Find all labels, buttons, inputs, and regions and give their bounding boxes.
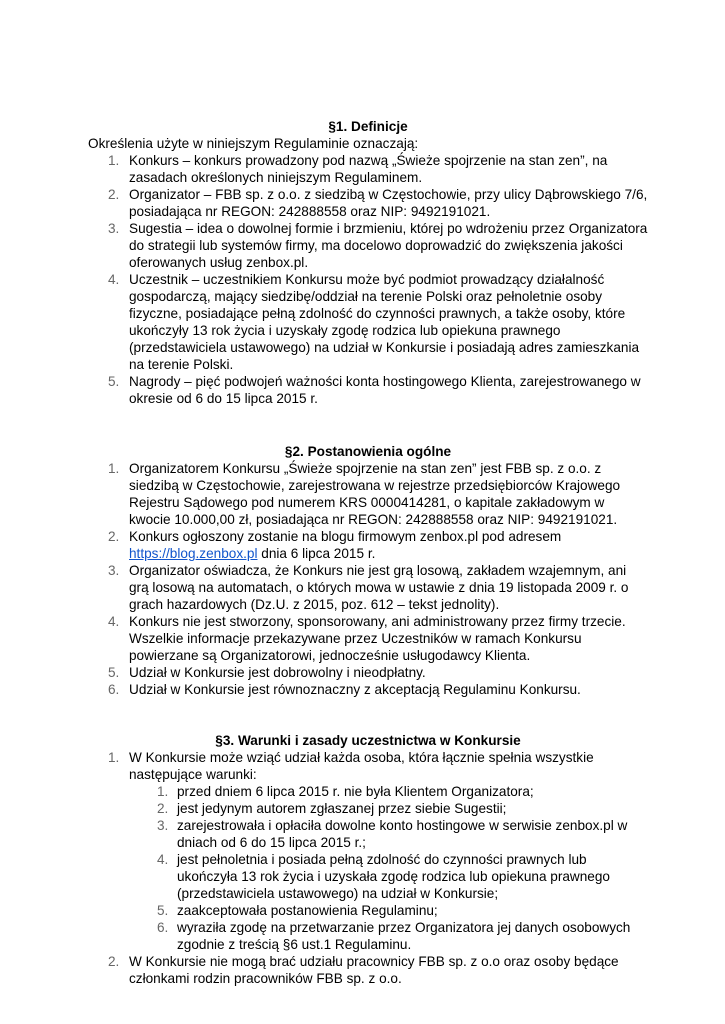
sublist-item <box>153 783 648 800</box>
list-item-text: Udział w Konkursie jest dobrowolny i nieodpłatny. <box>129 665 426 680</box>
list-item-text: Konkurs ogłoszony zostanie na blogu firmowym zenbox.pl pod adresem <box>129 529 562 544</box>
list-item-text: Organizatorem Konkursu „Świeże spojrzenie na stan zen” jest FBB sp. z o.o. z siedzibą w Częstochowie, zarejestrowana w rejestrze przedsiębiorców Krajowego Rejestru Sądowego pod numerem KRS 0000414281, o kapitale zakładowym w kwocie 10.000,00 zł, posiadająca nr REGON: 242888558 oraz NIP: 9492191021. <box>129 461 621 527</box>
list-item <box>88 664 648 681</box>
list-item-text: Konkurs – konkurs prowadzony pod nazwą „Świeże spojrzenie na stan zen”, na zasadach określonych niniejszym Regulaminem. <box>129 153 608 185</box>
list-item <box>88 271 648 373</box>
sublist-number: 1. <box>157 784 169 799</box>
sublist-number: 5. <box>157 903 169 918</box>
list-item-text: Organizator – FBB sp. z o.o. z siedzibą w Częstochowie, przy ulicy Dąbrowskiego 7/6, posiadająca nr REGON: 242888558 oraz NIP: 9492191021. <box>129 187 648 219</box>
list-number: 1. <box>108 750 120 765</box>
sublist-item <box>153 902 648 919</box>
sublist-item-text: zaakceptowała postanowienia Regulaminu; <box>177 903 438 918</box>
list-item-text: W Konkursie nie mogą brać udziału pracownicy FBB sp. z o.o oraz osoby będące członkami rodzin pracowników FBB sp. z o.o. <box>129 954 619 986</box>
list-item <box>88 220 648 271</box>
list-item <box>88 186 648 220</box>
sublist-number: 6. <box>157 920 169 935</box>
list-item <box>88 953 648 987</box>
list-item <box>88 528 648 562</box>
list-number: 5. <box>108 665 120 680</box>
section-1-intro: Określenia użyte w niniejszym Regulaminie oznaczają: <box>88 136 419 151</box>
sublist-item-text: jest pełnoletnia i posiada pełną zdolność do czynności prawnych lub ukończyła 13 rok życia i uzyskała zgodę rodzica lub opiekuna prawnego (przedstawiciela ustawowego) na udział w Konkursie; <box>177 852 610 901</box>
section-2-title: §2. Postanowienia ogólne <box>284 444 452 459</box>
list-number: 4. <box>108 614 120 629</box>
section-2-list <box>88 460 648 698</box>
document-content <box>88 118 648 987</box>
list-number: 1. <box>108 153 120 168</box>
section-3-title: §3. Warunki i zasady uczestnictwa w Konkursie <box>215 733 521 748</box>
list-number: 2. <box>108 187 120 202</box>
list-item <box>88 749 648 953</box>
list-number: 5. <box>108 374 120 389</box>
list-item <box>88 681 648 698</box>
sublist-item <box>153 851 648 902</box>
sublist-item <box>153 919 648 953</box>
list-number: 2. <box>108 954 120 969</box>
sublist-number: 4. <box>157 852 169 867</box>
list-item-text: Nagrody – pięć podwojeń ważności konta hostingowego Klienta, zarejestrowanego w okresie od 6 do 15 lipca 2015 r. <box>129 374 641 406</box>
list-item-text: Konkurs nie jest stworzony, sponsorowany, ani administrowany przez firmy trzecie. Wszelkie informacje przekazywane przez Uczestników w ramach Konkursu powierzane są Organizatorowi, jednocześnie usługodawcy Klienta. <box>129 614 626 663</box>
list-item <box>88 460 648 528</box>
list-number: 1. <box>108 461 120 476</box>
list-number: 3. <box>108 563 120 578</box>
blog-link[interactable]: https://blog.zenbox.pl <box>129 546 258 561</box>
sublist-item <box>153 817 648 851</box>
list-item-text: W Konkursie może wziąć udział każda osoba, która łącznie spełnia wszystkie następujące warunki: <box>129 750 594 782</box>
list-item-text: Organizator oświadcza, że Konkurs nie jest grą losową, zakładem wzajemnym, ani grą losową na automatach, o których mowa w ustawie z dnia 19 listopada 2009 r. o grach hazardowych (Dz.U. z 2015, poz. 612 – tekst jednolity). <box>129 563 629 612</box>
section-1-title: §1. Definicje <box>328 119 408 134</box>
list-item <box>88 373 648 407</box>
sublist-item-text: zarejestrowała i opłaciła dowolne konto hostingowe w serwisie zenbox.pl w dniach od 6 do 15 lipca 2015 r.; <box>177 818 628 850</box>
list-number: 6. <box>108 682 120 697</box>
section-3-list <box>88 749 648 987</box>
list-item <box>88 562 648 613</box>
sublist-item-text: przed dniem 6 lipca 2015 r. nie była Klientem Organizatora; <box>177 784 534 799</box>
section-1-list <box>88 152 648 407</box>
conditions-sublist <box>129 783 648 953</box>
list-item <box>88 613 648 664</box>
sublist-item <box>153 800 648 817</box>
list-item-text: dnia 6 lipca 2015 r. <box>257 546 376 561</box>
list-number: 2. <box>108 529 120 544</box>
sublist-number: 2. <box>157 801 169 816</box>
list-number: 4. <box>108 272 120 287</box>
list-number: 3. <box>108 221 120 236</box>
sublist-number: 3. <box>157 818 169 833</box>
sublist-item-text: jest jedynym autorem zgłaszanej przez siebie Sugestii; <box>177 801 507 816</box>
list-item-text: Udział w Konkursie jest równoznaczny z akceptacją Regulaminu Konkursu. <box>129 682 581 697</box>
list-item-text: Sugestia – idea o dowolnej formie i brzmieniu, której po wdrożeniu przez Organizatora do strategii lub systemów firmy, ma docelowo doprowadzić do zwiększenia jakości oferowanych usług zenbox.pl. <box>129 221 648 270</box>
list-item-text: Uczestnik – uczestnikiem Konkursu może być podmiot prowadzący działalność gospodarczą, mający siedzibę/oddział na terenie Polski oraz pełnoletnie osoby fizyczne, posiadające pełną zdolność do czynności prawnych, a także osoby, które ukończyły 13 rok życia i uzyskały zgodę rodzica lub opiekuna prawnego (przedstawiciela ustawowego) na udział w Konkursie i posiadają adres zamieszkania na terenie Polski. <box>129 272 640 372</box>
sublist-item-text: wyraziła zgodę na przetwarzanie przez Organizatora jej danych osobowych zgodnie z treścią §6 ust.1 Regulaminu. <box>177 920 631 952</box>
list-item <box>88 152 648 186</box>
